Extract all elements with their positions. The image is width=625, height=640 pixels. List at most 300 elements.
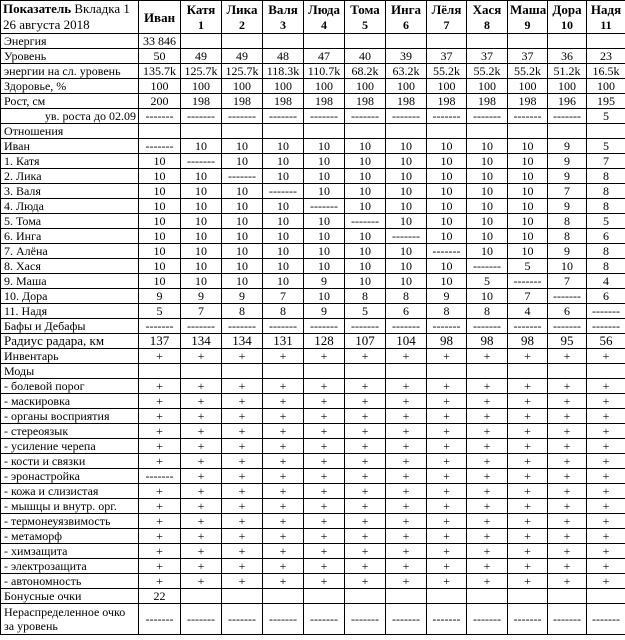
mod-cell: + bbox=[508, 394, 548, 409]
empty-cell bbox=[304, 589, 345, 604]
relation-cell: 8 bbox=[587, 244, 625, 259]
mod-row bbox=[1, 469, 625, 484]
mod-cell: + bbox=[181, 469, 222, 484]
empty-cell bbox=[222, 364, 263, 379]
mod-row bbox=[1, 394, 625, 409]
empty-cell bbox=[548, 124, 587, 139]
relation-cell: 10 bbox=[345, 154, 386, 169]
health-cell: 100 bbox=[467, 79, 508, 94]
relation-cell: 10 bbox=[304, 184, 345, 199]
health-cell: 100 bbox=[263, 79, 304, 94]
mod-cell: + bbox=[263, 379, 304, 394]
next-level-energy-row bbox=[1, 64, 625, 79]
relation-cell: 10 bbox=[467, 289, 508, 304]
empty-cell bbox=[427, 589, 467, 604]
relation-cell: ------- bbox=[386, 229, 427, 244]
mod-cell: + bbox=[587, 529, 625, 544]
mod-cell: + bbox=[181, 574, 222, 589]
relation-cell: 10 bbox=[222, 274, 263, 289]
relation-cell: ------- bbox=[467, 259, 508, 274]
mod-cell: + bbox=[181, 559, 222, 574]
relation-cell: 5 bbox=[587, 214, 625, 229]
mod-cell: + bbox=[304, 439, 345, 454]
mod-cell: + bbox=[139, 574, 181, 589]
level-cell: 50 bbox=[139, 49, 181, 64]
player-name: Тома bbox=[350, 2, 380, 17]
mod-cell: + bbox=[345, 394, 386, 409]
energy-label: Энергия bbox=[1, 34, 139, 49]
mod-cell: + bbox=[222, 529, 263, 544]
empty-cell bbox=[386, 34, 427, 49]
mod-cell: + bbox=[427, 574, 467, 589]
mod-cell: + bbox=[222, 574, 263, 589]
mod-cell: + bbox=[181, 394, 222, 409]
health-cell: 100 bbox=[139, 79, 181, 94]
relation-row bbox=[1, 304, 625, 319]
relation-cell: 10 bbox=[345, 274, 386, 289]
mod-cell: + bbox=[222, 469, 263, 484]
relation-cell: 10 bbox=[181, 184, 222, 199]
relation-cell: 10 bbox=[345, 169, 386, 184]
health-cell: 100 bbox=[386, 79, 427, 94]
growth-cell: ------- bbox=[304, 109, 345, 124]
mod-cell: + bbox=[263, 544, 304, 559]
relation-cell: 9 bbox=[304, 274, 345, 289]
mod-cell: + bbox=[139, 514, 181, 529]
mod-cell: + bbox=[427, 439, 467, 454]
mod-cell: + bbox=[304, 394, 345, 409]
unallocated-row bbox=[1, 604, 625, 635]
mod-cell: + bbox=[139, 484, 181, 499]
relation-cell: 10 bbox=[222, 184, 263, 199]
relation-label: 4. Люда bbox=[1, 199, 139, 214]
mod-cell: + bbox=[345, 559, 386, 574]
mod-cell: + bbox=[222, 454, 263, 469]
mod-cell: + bbox=[508, 499, 548, 514]
relation-cell: 10 bbox=[222, 139, 263, 154]
mod-cell: + bbox=[427, 559, 467, 574]
health-cell: 100 bbox=[548, 79, 587, 94]
level-cell: 47 bbox=[304, 49, 345, 64]
level-cell: 37 bbox=[427, 49, 467, 64]
growth-cell: 5 bbox=[587, 109, 625, 124]
player-number: 11 bbox=[600, 18, 612, 32]
mod-cell: + bbox=[386, 499, 427, 514]
mod-cell: + bbox=[548, 574, 587, 589]
relation-cell: 9 bbox=[548, 199, 587, 214]
relation-cell: 10 bbox=[467, 199, 508, 214]
relation-cell: 10 bbox=[467, 244, 508, 259]
level-row bbox=[1, 49, 625, 64]
relation-cell: 10 bbox=[467, 139, 508, 154]
next-level-energy-cell: 135.7k bbox=[139, 64, 181, 79]
mod-cell: + bbox=[508, 544, 548, 559]
mod-cell: + bbox=[427, 544, 467, 559]
mod-cell: + bbox=[345, 544, 386, 559]
relation-cell: 10 bbox=[345, 139, 386, 154]
mod-cell: + bbox=[139, 529, 181, 544]
player-number: 10 bbox=[561, 18, 573, 32]
growth-cell: ------- bbox=[427, 109, 467, 124]
date-label: 26 августа 2018 bbox=[3, 17, 90, 32]
inventory-cell: + bbox=[508, 349, 548, 364]
relation-row bbox=[1, 184, 625, 199]
mod-cell: + bbox=[548, 409, 587, 424]
relations-title-row bbox=[1, 124, 625, 139]
relation-cell: 10 bbox=[263, 214, 304, 229]
mod-cell: + bbox=[304, 499, 345, 514]
mod-cell: + bbox=[386, 409, 427, 424]
mod-cell: + bbox=[587, 559, 625, 574]
inventory-cell: + bbox=[548, 349, 587, 364]
mod-cell: + bbox=[548, 394, 587, 409]
relation-label: 6. Инга bbox=[1, 229, 139, 244]
height-cell: 198 bbox=[467, 94, 508, 109]
title-bold: Показатель bbox=[3, 1, 72, 16]
empty-cell bbox=[386, 124, 427, 139]
mod-cell: + bbox=[548, 559, 587, 574]
relation-cell: 10 bbox=[263, 154, 304, 169]
mod-cell: + bbox=[222, 514, 263, 529]
next-level-energy-cell: 55.2k bbox=[467, 64, 508, 79]
relation-cell: 10 bbox=[548, 259, 587, 274]
mod-label: - химзащита bbox=[1, 544, 139, 559]
mod-cell: + bbox=[139, 424, 181, 439]
relation-cell: 10 bbox=[427, 154, 467, 169]
mod-cell: + bbox=[467, 574, 508, 589]
mod-cell: + bbox=[345, 454, 386, 469]
mod-cell: + bbox=[386, 424, 427, 439]
mod-cell: + bbox=[181, 409, 222, 424]
relation-cell: 10 bbox=[386, 244, 427, 259]
relation-cell: 10 bbox=[304, 259, 345, 274]
relation-cell: 10 bbox=[263, 274, 304, 289]
mod-row bbox=[1, 439, 625, 454]
health-cell: 100 bbox=[508, 79, 548, 94]
mod-cell: + bbox=[139, 454, 181, 469]
unallocated-cell: ------- bbox=[139, 604, 181, 635]
health-cell: 100 bbox=[427, 79, 467, 94]
player-number: 9 bbox=[524, 18, 531, 32]
mod-cell: + bbox=[345, 514, 386, 529]
relations-title: Отношения bbox=[1, 124, 139, 139]
player-name: Маша bbox=[510, 2, 547, 17]
mod-cell: + bbox=[263, 484, 304, 499]
relation-cell: 10 bbox=[467, 229, 508, 244]
mod-cell: + bbox=[222, 559, 263, 574]
inventory-label: Инвентарь bbox=[1, 349, 139, 364]
energy-value: 33 846 bbox=[139, 34, 181, 49]
radar-cell: 134 bbox=[181, 334, 222, 349]
empty-cell bbox=[139, 124, 181, 139]
relation-cell: 7 bbox=[508, 289, 548, 304]
mod-cell: + bbox=[467, 559, 508, 574]
player-name: Надя bbox=[590, 2, 622, 17]
relation-cell: 6 bbox=[386, 304, 427, 319]
mod-cell: + bbox=[386, 529, 427, 544]
player-header bbox=[263, 1, 304, 34]
mod-cell: + bbox=[304, 559, 345, 574]
mod-cell: + bbox=[386, 469, 427, 484]
empty-cell bbox=[587, 124, 625, 139]
relation-cell: 10 bbox=[427, 139, 467, 154]
empty-cell bbox=[467, 589, 508, 604]
mod-cell: + bbox=[304, 469, 345, 484]
mod-cell: + bbox=[139, 379, 181, 394]
relation-cell: 10 bbox=[467, 169, 508, 184]
relation-cell: 10 bbox=[427, 199, 467, 214]
health-label: Здоровье, % bbox=[1, 79, 139, 94]
mod-cell: + bbox=[508, 559, 548, 574]
mod-cell: + bbox=[587, 544, 625, 559]
relation-cell: 7 bbox=[548, 274, 587, 289]
mod-cell: + bbox=[139, 499, 181, 514]
growth-cell: ------- bbox=[263, 109, 304, 124]
empty-cell bbox=[263, 124, 304, 139]
mod-cell: + bbox=[222, 484, 263, 499]
mod-cell: + bbox=[548, 424, 587, 439]
growth-cell: ------- bbox=[181, 109, 222, 124]
empty-cell bbox=[508, 364, 548, 379]
relation-cell: 10 bbox=[427, 169, 467, 184]
mod-cell: + bbox=[263, 574, 304, 589]
relation-cell: 10 bbox=[222, 244, 263, 259]
mod-cell: + bbox=[386, 574, 427, 589]
mod-cell: + bbox=[345, 529, 386, 544]
relation-cell: 8 bbox=[467, 304, 508, 319]
next-level-energy-cell: 63.2k bbox=[386, 64, 427, 79]
mod-cell: + bbox=[263, 529, 304, 544]
mod-cell: + bbox=[263, 499, 304, 514]
mod-cell: + bbox=[304, 574, 345, 589]
relation-cell: 10 bbox=[222, 214, 263, 229]
mod-cell: + bbox=[181, 544, 222, 559]
height-cell: 198 bbox=[304, 94, 345, 109]
relation-cell: 10 bbox=[263, 139, 304, 154]
mod-label: - мышцы и внутр. орг. bbox=[1, 499, 139, 514]
next-level-energy-cell: 55.2k bbox=[508, 64, 548, 79]
relation-label: 9. Маша bbox=[1, 274, 139, 289]
relation-cell: ------- bbox=[548, 289, 587, 304]
relation-cell: 10 bbox=[427, 184, 467, 199]
relation-label: 5. Тома bbox=[1, 214, 139, 229]
height-cell: 198 bbox=[345, 94, 386, 109]
relation-cell: 10 bbox=[508, 229, 548, 244]
relation-cell: 10 bbox=[139, 244, 181, 259]
unallocated-cell: ------- bbox=[304, 604, 345, 635]
relation-cell: 10 bbox=[139, 154, 181, 169]
player-name: Иван bbox=[143, 9, 176, 25]
mod-cell: + bbox=[181, 499, 222, 514]
mod-cell: + bbox=[222, 499, 263, 514]
radar-cell: 95 bbox=[548, 334, 587, 349]
player-name: Лёля bbox=[431, 2, 462, 17]
buffs-cell: ------- bbox=[467, 319, 508, 334]
mod-label: - кожа и слизистая bbox=[1, 484, 139, 499]
relation-cell: 8 bbox=[587, 169, 625, 184]
relation-cell: 10 bbox=[181, 244, 222, 259]
buffs-cell: ------- bbox=[427, 319, 467, 334]
height-cell: 198 bbox=[222, 94, 263, 109]
empty-cell bbox=[263, 364, 304, 379]
mod-cell: + bbox=[139, 439, 181, 454]
mods-title-row bbox=[1, 364, 625, 379]
height-cell: 196 bbox=[548, 94, 587, 109]
relation-cell: 8 bbox=[587, 259, 625, 274]
mod-cell: + bbox=[386, 454, 427, 469]
mod-cell: + bbox=[548, 514, 587, 529]
relation-cell: 10 bbox=[181, 214, 222, 229]
mod-cell: + bbox=[181, 454, 222, 469]
relation-cell: 10 bbox=[139, 199, 181, 214]
mod-row bbox=[1, 529, 625, 544]
mod-label: - стереоязык bbox=[1, 424, 139, 439]
mod-cell: + bbox=[587, 394, 625, 409]
health-row bbox=[1, 79, 625, 94]
player-header bbox=[345, 1, 386, 34]
relation-cell: 10 bbox=[304, 289, 345, 304]
relation-cell: 10 bbox=[508, 199, 548, 214]
inventory-cell: + bbox=[386, 349, 427, 364]
empty-cell bbox=[427, 34, 467, 49]
mod-cell: + bbox=[139, 559, 181, 574]
mod-cell: + bbox=[467, 469, 508, 484]
mod-cell: + bbox=[304, 529, 345, 544]
player-header bbox=[139, 1, 181, 34]
mod-label: - болевой порог bbox=[1, 379, 139, 394]
mod-cell: + bbox=[139, 394, 181, 409]
unallocated-label: Нераспределенное очко за уровень bbox=[1, 604, 139, 635]
empty-cell bbox=[467, 124, 508, 139]
mod-cell: + bbox=[222, 439, 263, 454]
mod-cell: + bbox=[467, 409, 508, 424]
empty-cell bbox=[345, 124, 386, 139]
relation-cell: 10 bbox=[386, 184, 427, 199]
height-label: Рост, см bbox=[1, 94, 139, 109]
mod-cell: + bbox=[427, 484, 467, 499]
mod-label: - маскировка bbox=[1, 394, 139, 409]
mod-cell: + bbox=[345, 574, 386, 589]
relation-cell: 10 bbox=[222, 199, 263, 214]
relation-row bbox=[1, 199, 625, 214]
mod-cell: + bbox=[508, 379, 548, 394]
height-cell: 198 bbox=[263, 94, 304, 109]
relation-row bbox=[1, 169, 625, 184]
relation-cell: 10 bbox=[467, 214, 508, 229]
relation-cell: 10 bbox=[181, 139, 222, 154]
radar-label: Радиус радара, км bbox=[1, 334, 139, 349]
relation-cell: 10 bbox=[304, 169, 345, 184]
relation-cell: 10 bbox=[181, 229, 222, 244]
relation-cell: 8 bbox=[386, 289, 427, 304]
unallocated-cell: ------- bbox=[587, 604, 625, 635]
mod-cell: + bbox=[587, 469, 625, 484]
header-row bbox=[1, 1, 625, 34]
relation-cell: 10 bbox=[427, 274, 467, 289]
mod-cell: + bbox=[304, 424, 345, 439]
mod-cell: + bbox=[508, 439, 548, 454]
mod-cell: + bbox=[345, 409, 386, 424]
relation-cell: ------- bbox=[222, 169, 263, 184]
next-level-energy-cell: 110.7k bbox=[304, 64, 345, 79]
relation-cell: 10 bbox=[304, 244, 345, 259]
player-number: 3 bbox=[280, 18, 286, 32]
mod-cell: + bbox=[263, 409, 304, 424]
empty-cell bbox=[345, 364, 386, 379]
relation-cell: 6 bbox=[548, 304, 587, 319]
relation-cell: 8 bbox=[587, 184, 625, 199]
next-level-energy-cell: 68.2k bbox=[345, 64, 386, 79]
mod-cell: + bbox=[427, 499, 467, 514]
player-header bbox=[304, 1, 345, 34]
player-number: 2 bbox=[239, 18, 245, 32]
relation-cell: 10 bbox=[345, 184, 386, 199]
empty-cell bbox=[304, 124, 345, 139]
relation-cell: 7 bbox=[548, 184, 587, 199]
mod-cell: + bbox=[427, 454, 467, 469]
mod-cell: + bbox=[386, 394, 427, 409]
mod-row bbox=[1, 484, 625, 499]
relation-cell: 10 bbox=[386, 199, 427, 214]
growth-cell: ------- bbox=[139, 109, 181, 124]
relation-cell: 10 bbox=[139, 184, 181, 199]
mod-row bbox=[1, 424, 625, 439]
player-header bbox=[222, 1, 263, 34]
empty-cell bbox=[467, 364, 508, 379]
mod-label: - автономность bbox=[1, 574, 139, 589]
relation-cell: 10 bbox=[508, 244, 548, 259]
relation-cell: 10 bbox=[222, 154, 263, 169]
empty-cell bbox=[587, 34, 625, 49]
relation-cell: 10 bbox=[386, 169, 427, 184]
mod-cell: + bbox=[548, 544, 587, 559]
relation-cell: 10 bbox=[263, 259, 304, 274]
growth-cell: ------- bbox=[345, 109, 386, 124]
relation-cell: 10 bbox=[139, 214, 181, 229]
mod-label: - метаморф bbox=[1, 529, 139, 544]
buffs-cell: ------- bbox=[345, 319, 386, 334]
relation-cell: ------- bbox=[304, 199, 345, 214]
relation-cell: ------- bbox=[181, 154, 222, 169]
mods-title: Моды bbox=[1, 364, 139, 379]
relation-row bbox=[1, 259, 625, 274]
mod-cell: + bbox=[304, 409, 345, 424]
relation-cell: 10 bbox=[508, 154, 548, 169]
mod-cell: + bbox=[427, 424, 467, 439]
mod-cell: + bbox=[386, 484, 427, 499]
empty-cell bbox=[263, 34, 304, 49]
mod-cell: + bbox=[467, 439, 508, 454]
height-cell: 198 bbox=[508, 94, 548, 109]
player-number: 6 bbox=[403, 18, 409, 32]
next-level-energy-cell: 125.7k bbox=[181, 64, 222, 79]
height-cell: 195 bbox=[587, 94, 625, 109]
mod-cell: + bbox=[345, 499, 386, 514]
mod-cell: + bbox=[139, 409, 181, 424]
relation-cell: 10 bbox=[345, 259, 386, 274]
relation-cell: 10 bbox=[467, 154, 508, 169]
relation-row bbox=[1, 274, 625, 289]
relation-cell: 10 bbox=[139, 169, 181, 184]
mod-cell: + bbox=[467, 394, 508, 409]
relation-cell: 6 bbox=[587, 289, 625, 304]
relation-cell: 10 bbox=[139, 274, 181, 289]
relation-cell: 9 bbox=[548, 244, 587, 259]
mod-cell: + bbox=[304, 544, 345, 559]
mod-cell: + bbox=[467, 424, 508, 439]
relation-cell: 9 bbox=[222, 289, 263, 304]
empty-cell bbox=[181, 589, 222, 604]
